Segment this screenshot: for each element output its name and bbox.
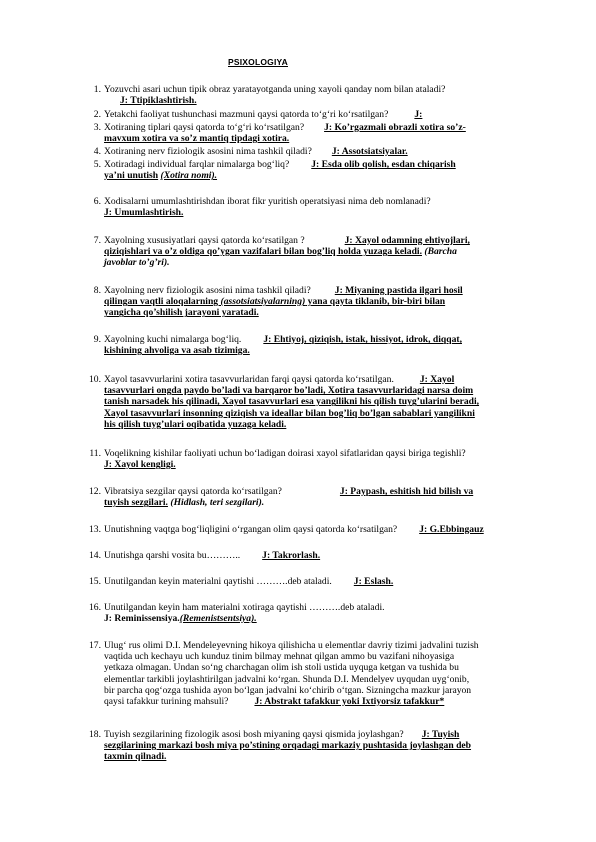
answer: J: Eslash. — [353, 576, 394, 587]
question-4 — [93, 146, 582, 157]
question-2 — [93, 109, 582, 120]
question-number: 15. — [89, 576, 101, 587]
question-number: 9. — [93, 334, 101, 345]
question-text: Unutishning vaqtga bog‘liqligini o‘rgangan olim qaysi qatorda ko‘rsatilgan? — [104, 524, 398, 535]
question-text: qaysi tafakkur turining mahsuli? — [104, 696, 229, 708]
question-text: Xayolning nerv fiziologik asosini nima tashkil qiladi? — [104, 285, 311, 296]
question-number: 2. — [93, 109, 101, 120]
answer-continued: tasavvurlari ongda paydo bo’ladi va barqaror bo’ladi, Xotira tasavvurlaridagi narsa doim — [104, 385, 474, 397]
question-12 — [89, 486, 582, 509]
question-10 — [89, 374, 582, 430]
answer-note: (Remenistsentsiya). — [179, 613, 257, 625]
question-text: Unutishga qarshi vosita bu……….. — [104, 550, 241, 561]
answer-continued: tanish narsadek his qilinadi, Xayol tasavvurlari esa yangilikni his qilish tuyg’ularini beradi, — [104, 396, 480, 408]
question-text: Yetakchi faoliyat tushunchasi mazmuni qaysi qatorda to‘g‘ri ko‘rsatilgan? — [104, 109, 389, 120]
question-text: Xotiradagi individual farqlar nimalarga bog‘liq? — [104, 159, 290, 170]
answer-continued: qilingan vaqtli aloqalarning — [104, 296, 221, 308]
question-number: 18. — [89, 729, 101, 740]
question-11 — [89, 448, 582, 471]
question-number: 13. — [89, 524, 101, 535]
answer-continued: taxmin qilnadi. — [104, 751, 167, 763]
question-text: Voqelikning kishilar faoliyati uchun bo‘ladigan doirasi xayol sifatlaridan qaysi biriga tegishli? — [104, 448, 466, 459]
question-8 — [93, 285, 582, 319]
answer-continued: qiziqishlari va o’z oldiga qo’ygan vazifalari bilan bog’liq holda yuzaga keladi. — [104, 246, 422, 258]
answer-continued: kishining ahvoliga va asab tizimiga. — [104, 345, 250, 357]
question-number: 10. — [89, 374, 101, 385]
answer: J: Xayol — [419, 374, 455, 385]
question-text: Xayolning xususiyatlari qaysi qatorda ko‘rsatilgan ? — [104, 235, 305, 246]
question-text: Tuyish sezgilarining fizologik asosi bosh miyaning qaysi qismida joylashgan? — [104, 729, 404, 740]
answer-continued: his qilish tuyg’ulari oqibatida yuzaga keladi. — [104, 418, 287, 430]
answer: J: Ko’rgazmali obrazli xotira so’z- — [324, 122, 466, 133]
question-5 — [93, 159, 582, 182]
question-text: bir parcha qog‘ozga tushida ayon bo‘lgan jadvalni ko‘chirib o‘tgan. Sizningcha mazkur jarayon — [104, 684, 472, 696]
answer: J: Xayol kengligi. — [104, 459, 176, 471]
question-number: 5. — [93, 159, 101, 170]
question-text: Xotiraning nerv fiziologik asosini nima tashkil qiladi? — [104, 146, 312, 157]
answer-note: (Xotira nomi). — [160, 170, 218, 182]
question-text: Xayol tasavvurlarini xotira tasavvurlaridan farqi qaysi qatorda ko‘rsatilgan. — [104, 374, 394, 385]
question-7 — [93, 235, 582, 269]
question-number: 12. — [89, 486, 101, 497]
question-text: elementlar tarkibli joylashtirilgan jadvalni ko‘rgan. Shunda D.I. Mendelyev uyqudan uyg‘onib, — [104, 673, 470, 685]
question-14 — [89, 550, 582, 561]
question-13 — [89, 524, 582, 535]
answer: J: Umumlashtirish. — [104, 207, 184, 219]
question-text: Unutilgandan keyin materialni qaytishi ……….deb ataladi. — [104, 576, 332, 587]
answer-continued: yangicha qo’shilish jarayoni yaratadi. — [104, 307, 259, 319]
question-text: Unutilgandan keyin ham materialni xotiraga qaytishi ……….deb ataladi. — [104, 602, 385, 613]
page-title: PSIXOLOGIYA — [228, 57, 288, 67]
answer-note: (assotsiatsiyalarning) — [220, 296, 306, 308]
answer-note: (Hidlash, teri sezgilari). — [170, 497, 265, 509]
question-text: Ulug‘ rus olimi D.I. Mendeleyevning hikoya qilishicha u elementlar davriy tizimi jadvalini tuzish — [104, 640, 479, 651]
question-text: Vibratsiya sezgilar qaysi qatorda ko‘rsatilgan? — [104, 486, 282, 497]
question-16 — [89, 602, 582, 625]
answer-note: (Barcha — [424, 246, 457, 258]
question-1 — [93, 84, 582, 107]
question-3 — [93, 122, 582, 145]
question-text: vaqtida uch kechayu uch kunduz tinim bilmay mehnat qilgan ammo bu vazifani nihoyasiga — [104, 651, 455, 663]
question-number: 1. — [93, 84, 101, 95]
answer-continued: tuyish sezgilari. — [104, 497, 168, 509]
answer: J: Abstrakt tafakkur yoki Ixtiyorsiz tafakkur* — [254, 696, 445, 708]
answer: J: Esda olib qolish, esdan chiqarish — [311, 159, 456, 170]
question-15 — [89, 576, 582, 587]
answer-note-continued: javoblar to’g’ri). — [104, 257, 170, 269]
question-number: 7. — [93, 235, 101, 246]
question-18 — [89, 729, 582, 763]
answer: J: Ehtiyoj, qiziqish, istak, hissiyot, idrok, diqqat, — [263, 334, 462, 345]
answer: J: — [414, 109, 423, 120]
answer: J: Assotsiatsiyalar. — [331, 146, 408, 157]
question-text: Yozuvchi asari uchun tipik obraz yaratayotganda uning xayoli qanday nom bilan ataladi? — [104, 84, 446, 95]
question-9 — [93, 334, 582, 357]
answer: J: Ttipiklashtirish. — [120, 95, 197, 107]
question-text: Xayolning kuchi nimalarga bog‘liq. — [104, 334, 242, 345]
question-number: 4. — [93, 146, 101, 157]
question-number: 11. — [89, 448, 101, 459]
question-number: 14. — [89, 550, 101, 561]
answer-continued: ya’ni unutish — [104, 170, 159, 182]
answer: J: Reminissensiya. — [104, 613, 180, 625]
question-17 — [89, 640, 582, 708]
question-text: Xotiraning tiplari qaysi qatorda to‘g‘ri ko‘rsatilgan? — [104, 122, 305, 133]
answer-continued: mavxum xotira va so’z mantiq tipdagi xotira. — [104, 133, 290, 145]
question-text: yetkaza olmagan. Undan so‘ng charchagan olim ish stoli ustida uyquga ketgan va tushida bu — [104, 662, 459, 674]
answer: J: Paypash, eshitish hid bilish va — [339, 486, 474, 497]
answer-continued: Xayol tasavvurlari insonning qiziqish va ideallar bilan bog’liq bo’lgan sabablari yangilikni — [104, 407, 475, 419]
answer: J: Miyaning pastida ilgari hosil — [334, 285, 463, 296]
question-number: 6. — [93, 196, 101, 207]
question-number: 17. — [89, 640, 101, 651]
question-6 — [93, 196, 582, 219]
answer-continued: yana qayta tiklanib, bir-biri bilan — [305, 296, 446, 308]
answer: J: Xayol odamning ehtiyojlari, — [344, 235, 470, 246]
answer: J: Takrorlash. — [262, 550, 321, 561]
answer: J: Tuyish — [421, 729, 460, 740]
answer-continued: sezgilarining markazi bosh miya po’stining orqadagi markaziy pushtasida joylashgan deb — [104, 740, 472, 752]
question-text: Xodisalarni umumlashtirishdan iborat fikr yuritish operatsiyasi nima deb nomlanadi? — [104, 196, 431, 207]
question-number: 16. — [89, 602, 101, 613]
question-number: 8. — [93, 285, 101, 296]
answer: J: G.Ebbingauz — [419, 524, 484, 535]
question-number: 3. — [93, 122, 101, 133]
